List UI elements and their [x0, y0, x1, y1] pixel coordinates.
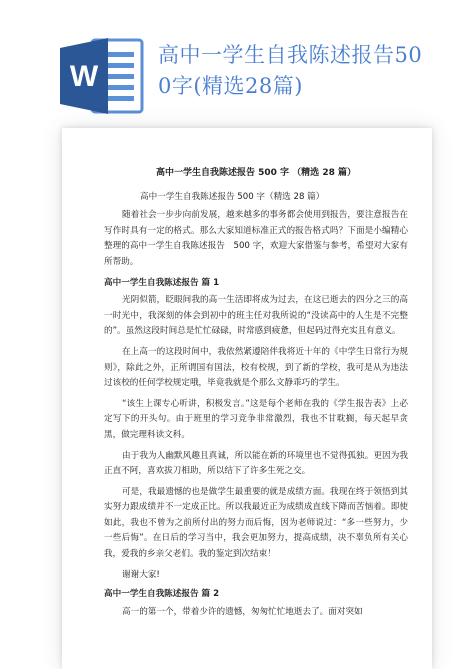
section-2-heading: 高中一学生自我陈述报告 篇 2 — [104, 589, 220, 600]
section-1-paragraph-3: “该生上课专心听讲，积极发言。”这是每个老师在我的《学生报告表》上必定写下的开头句。由于班里的学习竞争非常激烈，我也不甘耽搁，每天起早贪黑，做完理科读文科。 — [104, 398, 408, 440]
document-title — [158, 40, 458, 102]
document-title-line-2: 0字(精选28篇) — [158, 74, 303, 98]
intro-paragraph: 随着社会一步步向前发展，越来越多的事务都会使用到报告，要注意报告在写作时具有一定的格式。那么大家知道标准正式的报告格式吗？下面是小编精心整理的高中一学生自我陈述报告 500 字，欢迎大家借鉴与参考，希望对大家有所帮助。 — [104, 210, 408, 267]
section-1-paragraph-1: 光阴似箭，眨眼间我的高一生活即将成为过去，在这已逝去的四分之三的高一时光中，我深刻的体会到初中的班主任对我所说的“没读高中的人生是不完整的”。虽然这段时间总是忙忙碌碌，时常感到疲惫，但起码过得充实且有意义。 — [104, 295, 408, 337]
svg-text:W: W — [69, 60, 99, 93]
doc-subtitle: 高中一学生自我陈述报告 500 字（精选 28 篇） — [140, 191, 325, 202]
document-title-line-1: 高中一学生自我陈述报告50 — [158, 43, 423, 67]
document-body — [62, 128, 432, 620]
section-1-heading: 高中一学生自我陈述报告 篇 1 — [104, 277, 220, 288]
word-document-icon — [58, 36, 146, 116]
doc-title: 高中一学生自我陈述报告 500 字 （精选 28 篇） — [156, 168, 356, 178]
page-header — [0, 0, 474, 120]
section-1-thanks: 谢谢大家! — [122, 569, 160, 580]
section-1-paragraph-5: 可是，我最遗憾的也是做学生最重要的就是成绩方面。我现在终于领悟到其实努力跟成绩并不一定成正比。所以我最近正为成绩成直线下降而苦恼着。即使如此，我也不曾为之前所付出的努力而后悔，因为老师说过：“多一些努力，少一些后悔”。在日后的学习当中，我会更加努力，提高成绩，决不辜负所有关心我，爱我的乡亲父老们。我的鉴定到次结束！ — [104, 486, 408, 560]
section-2-paragraph-1: 高一的第一个，带着少许的遗憾，匆匆忙忙地逝去了。面对突如 — [122, 606, 363, 617]
section-1-paragraph-4: 由于我为人幽默风趣且真诚，所以能在新的环境里也不觉得孤独。更因为我正直不阿，喜欢拔刀相助，所以结下了许多生死之交。 — [104, 450, 408, 477]
document-page-preview — [62, 128, 432, 669]
section-1-paragraph-2: 在上高一的这段时间中，我依然紧遵陪伴我将近十年的《中学生日常行为规则》，除此之外，正所谓国有国法，校有校规，到了新的学校，我可是从为违法过该校的任何学校规定哦，毕竟我就是个那么文静乖巧的学生。 — [104, 346, 408, 389]
